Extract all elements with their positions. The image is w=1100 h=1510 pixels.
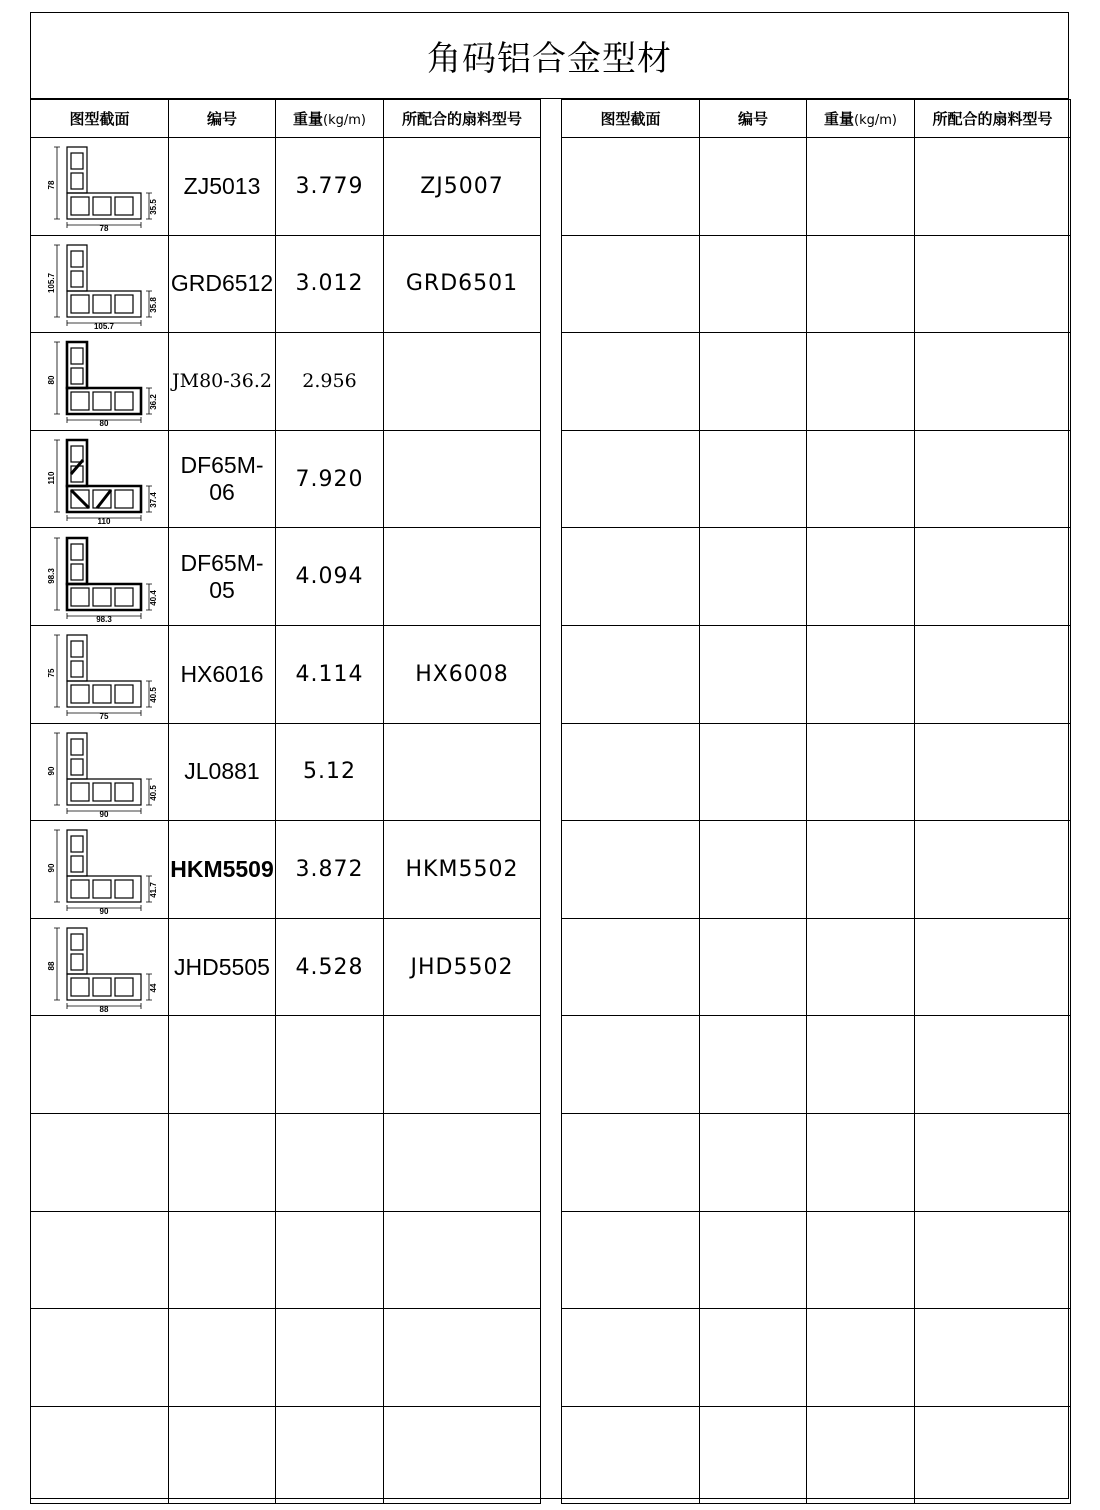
dim-leg-label: 40.4 <box>148 589 158 606</box>
empty-cell <box>169 1211 276 1309</box>
empty-cell <box>562 625 700 723</box>
empty-cell <box>31 1113 169 1211</box>
datasheet <box>30 12 1069 1499</box>
empty-cell <box>276 1309 384 1407</box>
empty-cell <box>169 1406 276 1504</box>
table-row <box>31 1309 541 1407</box>
empty-cell <box>915 138 1071 236</box>
table-row <box>31 1406 541 1504</box>
empty-cell <box>31 1016 169 1114</box>
empty-cell <box>915 1211 1071 1309</box>
table-row <box>562 430 1071 528</box>
table-row <box>31 1016 541 1114</box>
empty-cell <box>700 1406 807 1504</box>
column-gap <box>540 99 561 1499</box>
table-row <box>562 1113 1071 1211</box>
empty-cell <box>31 1406 169 1504</box>
corner-profile-icon <box>41 824 159 914</box>
table-row <box>562 1016 1071 1114</box>
dim-leg-label: 40.5 <box>148 687 158 704</box>
empty-cell <box>562 235 700 333</box>
empty-cell <box>169 1113 276 1211</box>
code-cell: DF65M-06 <box>169 430 276 528</box>
right-header-row <box>562 100 1071 138</box>
empty-cell <box>807 528 915 626</box>
left-table <box>30 99 541 1504</box>
code-cell: HKM5509 <box>169 821 276 919</box>
section-cell <box>31 625 169 723</box>
dim-height-label: 78 <box>46 180 56 190</box>
dim-height-label: 110 <box>46 471 56 485</box>
match-cell: HKM5502 <box>384 821 541 919</box>
empty-cell <box>562 1016 700 1114</box>
empty-cell <box>700 333 807 431</box>
table-row <box>562 1211 1071 1309</box>
code-cell: JM80-36.2 <box>169 333 276 431</box>
empty-cell <box>276 1406 384 1504</box>
dim-leg-label: 36.2 <box>148 394 158 411</box>
match-cell: HX6008 <box>384 625 541 723</box>
header-code: 编号 <box>169 100 276 138</box>
empty-cell <box>915 1309 1071 1407</box>
corner-profile-icon <box>41 629 159 719</box>
empty-cell <box>562 1113 700 1211</box>
table-row <box>562 625 1071 723</box>
header-weight-unit: (kg/m) <box>854 113 897 128</box>
empty-cell <box>700 235 807 333</box>
code-cell: JHD5505 <box>169 918 276 1016</box>
section-cell <box>31 138 169 236</box>
empty-cell <box>915 235 1071 333</box>
dim-height-label: 98.3 <box>46 567 56 584</box>
dim-width-label: 78 <box>99 224 108 232</box>
section-cell <box>31 235 169 333</box>
empty-cell <box>562 723 700 821</box>
table-row <box>31 625 541 723</box>
empty-cell <box>562 528 700 626</box>
dim-leg-label: 44 <box>148 983 158 993</box>
weight-cell: 4.094 <box>276 528 384 626</box>
match-cell: ZJ5007 <box>384 138 541 236</box>
empty-cell <box>562 821 700 919</box>
dim-leg-label: 35.8 <box>148 297 158 313</box>
corner-profile-icon <box>41 922 159 1012</box>
dim-height-label: 80 <box>46 376 56 385</box>
dim-leg-label: 40.5 <box>148 785 158 801</box>
empty-cell <box>700 1211 807 1309</box>
empty-cell <box>384 1211 541 1309</box>
table-row <box>31 821 541 919</box>
empty-cell <box>562 1211 700 1309</box>
empty-cell <box>562 333 700 431</box>
empty-cell <box>562 430 700 528</box>
weight-cell: 2.956 <box>276 333 384 431</box>
table-row <box>562 1309 1071 1407</box>
empty-cell <box>807 625 915 723</box>
empty-cell <box>384 1406 541 1504</box>
header-match: 所配合的扇料型号 <box>384 100 541 138</box>
dim-leg-label: 37.4 <box>148 492 158 508</box>
empty-cell <box>276 1113 384 1211</box>
header-code: 编号 <box>700 100 807 138</box>
empty-cell <box>807 1016 915 1114</box>
corner-profile-icon <box>41 336 159 426</box>
code-cell: DF65M-05 <box>169 528 276 626</box>
table-row <box>562 821 1071 919</box>
dim-height-label: 90 <box>46 766 56 776</box>
dim-leg-label: 35.5 <box>148 199 158 216</box>
empty-cell <box>807 821 915 919</box>
weight-cell: 3.779 <box>276 138 384 236</box>
empty-cell <box>915 918 1071 1016</box>
empty-cell <box>562 138 700 236</box>
table-row <box>562 723 1071 821</box>
header-weight-unit: (kg/m) <box>323 113 366 128</box>
empty-cell <box>384 1113 541 1211</box>
empty-cell <box>276 1211 384 1309</box>
empty-cell <box>700 723 807 821</box>
dim-width-label: 88 <box>99 1005 108 1013</box>
empty-cell <box>915 821 1071 919</box>
empty-cell <box>807 723 915 821</box>
empty-cell <box>807 235 915 333</box>
empty-cell <box>700 1309 807 1407</box>
empty-cell <box>562 1309 700 1407</box>
left-header-row <box>31 100 541 138</box>
dim-height-label: 105.7 <box>46 272 56 293</box>
dim-height-label: 88 <box>46 961 56 971</box>
empty-cell <box>700 138 807 236</box>
header-section: 图型截面 <box>562 100 700 138</box>
empty-cell <box>384 1016 541 1114</box>
header-weight-label: 重量 <box>824 110 855 128</box>
table-row <box>31 235 541 333</box>
empty-cell <box>807 1113 915 1211</box>
empty-cell <box>169 1309 276 1407</box>
table-row <box>562 918 1071 1016</box>
code-cell: JL0881 <box>169 723 276 821</box>
section-cell <box>31 333 169 431</box>
match-cell <box>384 528 541 626</box>
weight-cell: 3.012 <box>276 235 384 333</box>
empty-cell <box>915 528 1071 626</box>
code-cell: ZJ5013 <box>169 138 276 236</box>
code-cell: GRD6512 <box>169 235 276 333</box>
section-cell <box>31 430 169 528</box>
table-row <box>31 528 541 626</box>
table-row <box>562 333 1071 431</box>
weight-cell: 5.12 <box>276 723 384 821</box>
header-match: 所配合的扇料型号 <box>915 100 1071 138</box>
empty-cell <box>915 625 1071 723</box>
table-row <box>562 1406 1071 1504</box>
empty-cell <box>915 1113 1071 1211</box>
weight-cell: 7.920 <box>276 430 384 528</box>
table-row <box>31 1113 541 1211</box>
empty-cell <box>915 723 1071 821</box>
empty-cell <box>700 625 807 723</box>
code-cell: HX6016 <box>169 625 276 723</box>
dim-width-label: 110 <box>97 517 110 525</box>
header-weight <box>276 100 384 138</box>
match-cell <box>384 430 541 528</box>
corner-profile-icon <box>41 239 159 329</box>
corner-profile-icon <box>41 434 159 524</box>
dim-width-label: 98.3 <box>95 614 112 622</box>
empty-cell <box>384 1309 541 1407</box>
empty-cell <box>169 1016 276 1114</box>
table-row <box>562 235 1071 333</box>
match-cell <box>384 333 541 431</box>
page-title: 角码铝合金型材 <box>31 13 1068 99</box>
empty-cell <box>31 1211 169 1309</box>
empty-cell <box>562 918 700 1016</box>
table-row <box>31 430 541 528</box>
table-row <box>31 333 541 431</box>
section-cell <box>31 821 169 919</box>
dim-leg-label: 41.7 <box>148 882 158 899</box>
empty-cell <box>807 138 915 236</box>
dim-width-label: 105.7 <box>93 321 114 329</box>
empty-cell <box>562 1406 700 1504</box>
empty-cell <box>807 1406 915 1504</box>
weight-cell: 4.114 <box>276 625 384 723</box>
section-cell <box>31 528 169 626</box>
table-row <box>31 1211 541 1309</box>
empty-cell <box>915 430 1071 528</box>
header-weight-label: 重量 <box>293 110 324 128</box>
table-row <box>31 918 541 1016</box>
table-row <box>31 723 541 821</box>
dim-width-label: 75 <box>99 712 108 720</box>
dim-width-label: 90 <box>99 809 108 817</box>
empty-cell <box>31 1309 169 1407</box>
dim-height-label: 75 <box>46 668 56 678</box>
corner-profile-icon <box>41 727 159 817</box>
weight-cell: 4.528 <box>276 918 384 1016</box>
section-cell <box>31 723 169 821</box>
weight-cell: 3.872 <box>276 821 384 919</box>
table-row <box>31 138 541 236</box>
table-row <box>562 138 1071 236</box>
empty-cell <box>807 333 915 431</box>
empty-cell <box>915 1406 1071 1504</box>
empty-cell <box>915 333 1071 431</box>
match-cell <box>384 723 541 821</box>
empty-cell <box>915 1016 1071 1114</box>
dim-width-label: 90 <box>99 907 108 915</box>
empty-cell <box>276 1016 384 1114</box>
empty-cell <box>700 918 807 1016</box>
right-table <box>561 99 1071 1504</box>
header-weight <box>807 100 915 138</box>
header-section: 图型截面 <box>31 100 169 138</box>
empty-cell <box>807 430 915 528</box>
empty-cell <box>700 1113 807 1211</box>
dim-height-label: 90 <box>46 864 56 873</box>
empty-cell <box>807 1211 915 1309</box>
table-row <box>562 528 1071 626</box>
dim-width-label: 80 <box>99 419 108 427</box>
empty-cell <box>700 1016 807 1114</box>
match-cell: JHD5502 <box>384 918 541 1016</box>
empty-cell <box>700 528 807 626</box>
empty-cell <box>700 430 807 528</box>
empty-cell <box>807 1309 915 1407</box>
empty-cell <box>700 821 807 919</box>
empty-cell <box>807 918 915 1016</box>
match-cell: GRD6501 <box>384 235 541 333</box>
corner-profile-icon <box>41 141 159 231</box>
section-cell <box>31 918 169 1016</box>
corner-profile-icon <box>41 532 159 622</box>
